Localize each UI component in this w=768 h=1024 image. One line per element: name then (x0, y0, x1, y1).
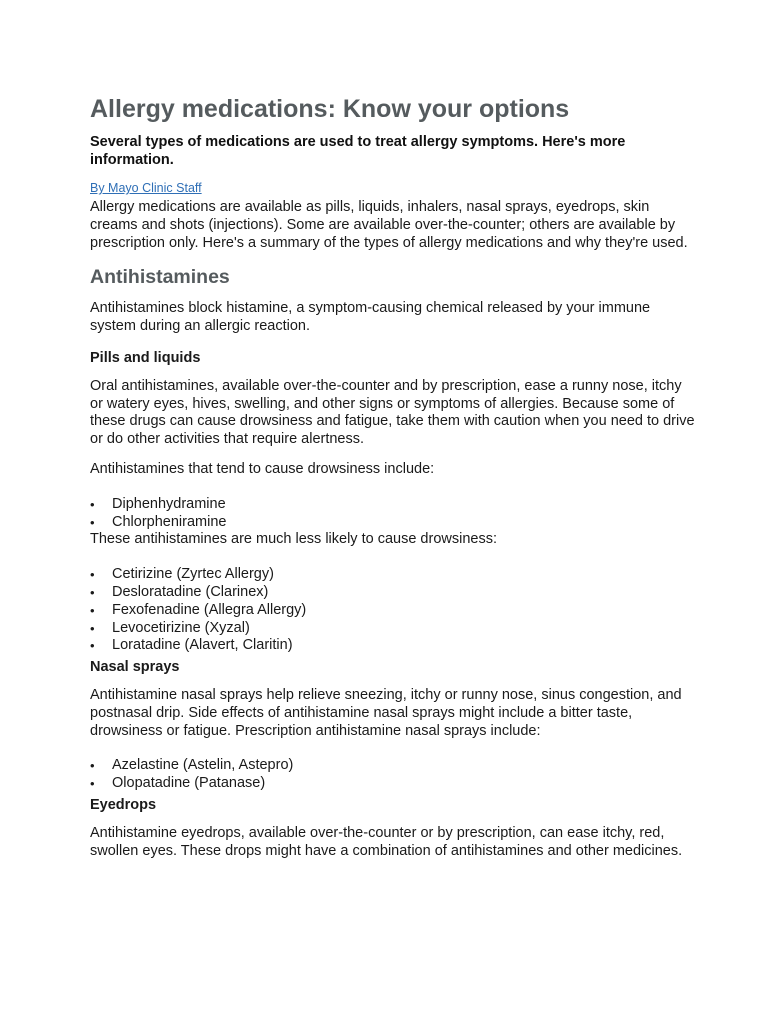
list-item (90, 496, 698, 514)
list-item (90, 775, 698, 793)
bullet-icon: • (90, 638, 95, 654)
pills-liquids-paragraph: Oral antihistamines, available over-the-counter and by prescription, ease a runny nose, itchy or watery eyes, hives, swelling, and other signs or symptoms of allergies. Because some of these drugs can cause drowsiness and fatigue, take them with caution when you need to drive or do other activities that require alertness. (90, 377, 695, 448)
pills-liquids-heading: Pills and liquids (90, 349, 201, 366)
bullet-icon: • (90, 584, 95, 600)
bullet-icon: • (90, 620, 95, 636)
list-item-text: Fexofenadine (Allegra Allergy) (112, 601, 307, 618)
article-subtitle: Several types of medications are used to treat allergy symptoms. Here's more information. (90, 134, 626, 168)
list-item-text: Levocetirizine (Xyzal) (112, 619, 250, 636)
list-item-text: Azelastine (Astelin, Astepro) (112, 757, 294, 774)
bullet-icon: • (90, 758, 95, 774)
list-item (90, 757, 698, 775)
eyedrops-heading: Eyedrops (90, 796, 157, 813)
nasal-sprays-list (90, 757, 698, 793)
list-item (90, 602, 698, 620)
bullet-icon: • (90, 496, 95, 512)
bullet-icon: • (90, 567, 95, 583)
bullet-icon: • (90, 514, 95, 530)
eyedrops-paragraph: Antihistamine eyedrops, available over-the-counter or by prescription, can ease itchy, red, swollen eyes. These drops might have a combination of antihistamines and other medicines. (90, 824, 683, 859)
list-item-text: Olopatadine (Patanase) (112, 775, 266, 792)
bullet-icon: • (90, 776, 95, 792)
nondrowsy-intro: These antihistamines are much less likely to cause drowsiness: (90, 531, 497, 548)
nondrowsy-list (90, 566, 698, 655)
list-item-text: Diphenhydramine (112, 495, 226, 512)
intro-paragraph: Allergy medications are available as pills, liquids, inhalers, nasal sprays, eyedrops, skin creams and shots (injections). Some are available over-the-counter; others are available by prescription only. Here's a summary of the types of allergy medications and why they're used. (90, 199, 688, 251)
list-item-text: Loratadine (Alavert, Claritin) (112, 637, 293, 654)
list-item (90, 566, 698, 584)
article-title: Allergy medications: Know your options (90, 95, 570, 123)
drowsy-intro: Antihistamines that tend to cause drowsiness include: (90, 460, 435, 477)
nasal-sprays-paragraph: Antihistamine nasal sprays help relieve sneezing, itchy or runny nose, sinus congestion, and postnasal drip. Side effects of antihistamine nasal sprays might include a bitter taste, drowsiness or fatigue. Prescription antihistamine nasal sprays include: (90, 686, 682, 739)
list-item (90, 584, 698, 602)
antihistamines-heading: Antihistamines (90, 266, 230, 289)
list-item (90, 514, 698, 532)
drowsy-list (90, 496, 698, 532)
list-item-text: Desloratadine (Clarinex) (112, 583, 269, 600)
byline-link[interactable]: By Mayo Clinic Staff (90, 181, 202, 195)
nasal-sprays-heading: Nasal sprays (90, 659, 180, 676)
list-item (90, 620, 698, 638)
list-item-text: Chlorpheniramine (112, 513, 227, 530)
list-item (90, 637, 698, 655)
list-item-text: Cetirizine (Zyrtec Allergy) (112, 566, 274, 583)
bullet-icon: • (90, 602, 95, 618)
antihistamines-description: Antihistamines block histamine, a symptom-causing chemical released by your immune system during an allergic reaction. (90, 300, 651, 335)
